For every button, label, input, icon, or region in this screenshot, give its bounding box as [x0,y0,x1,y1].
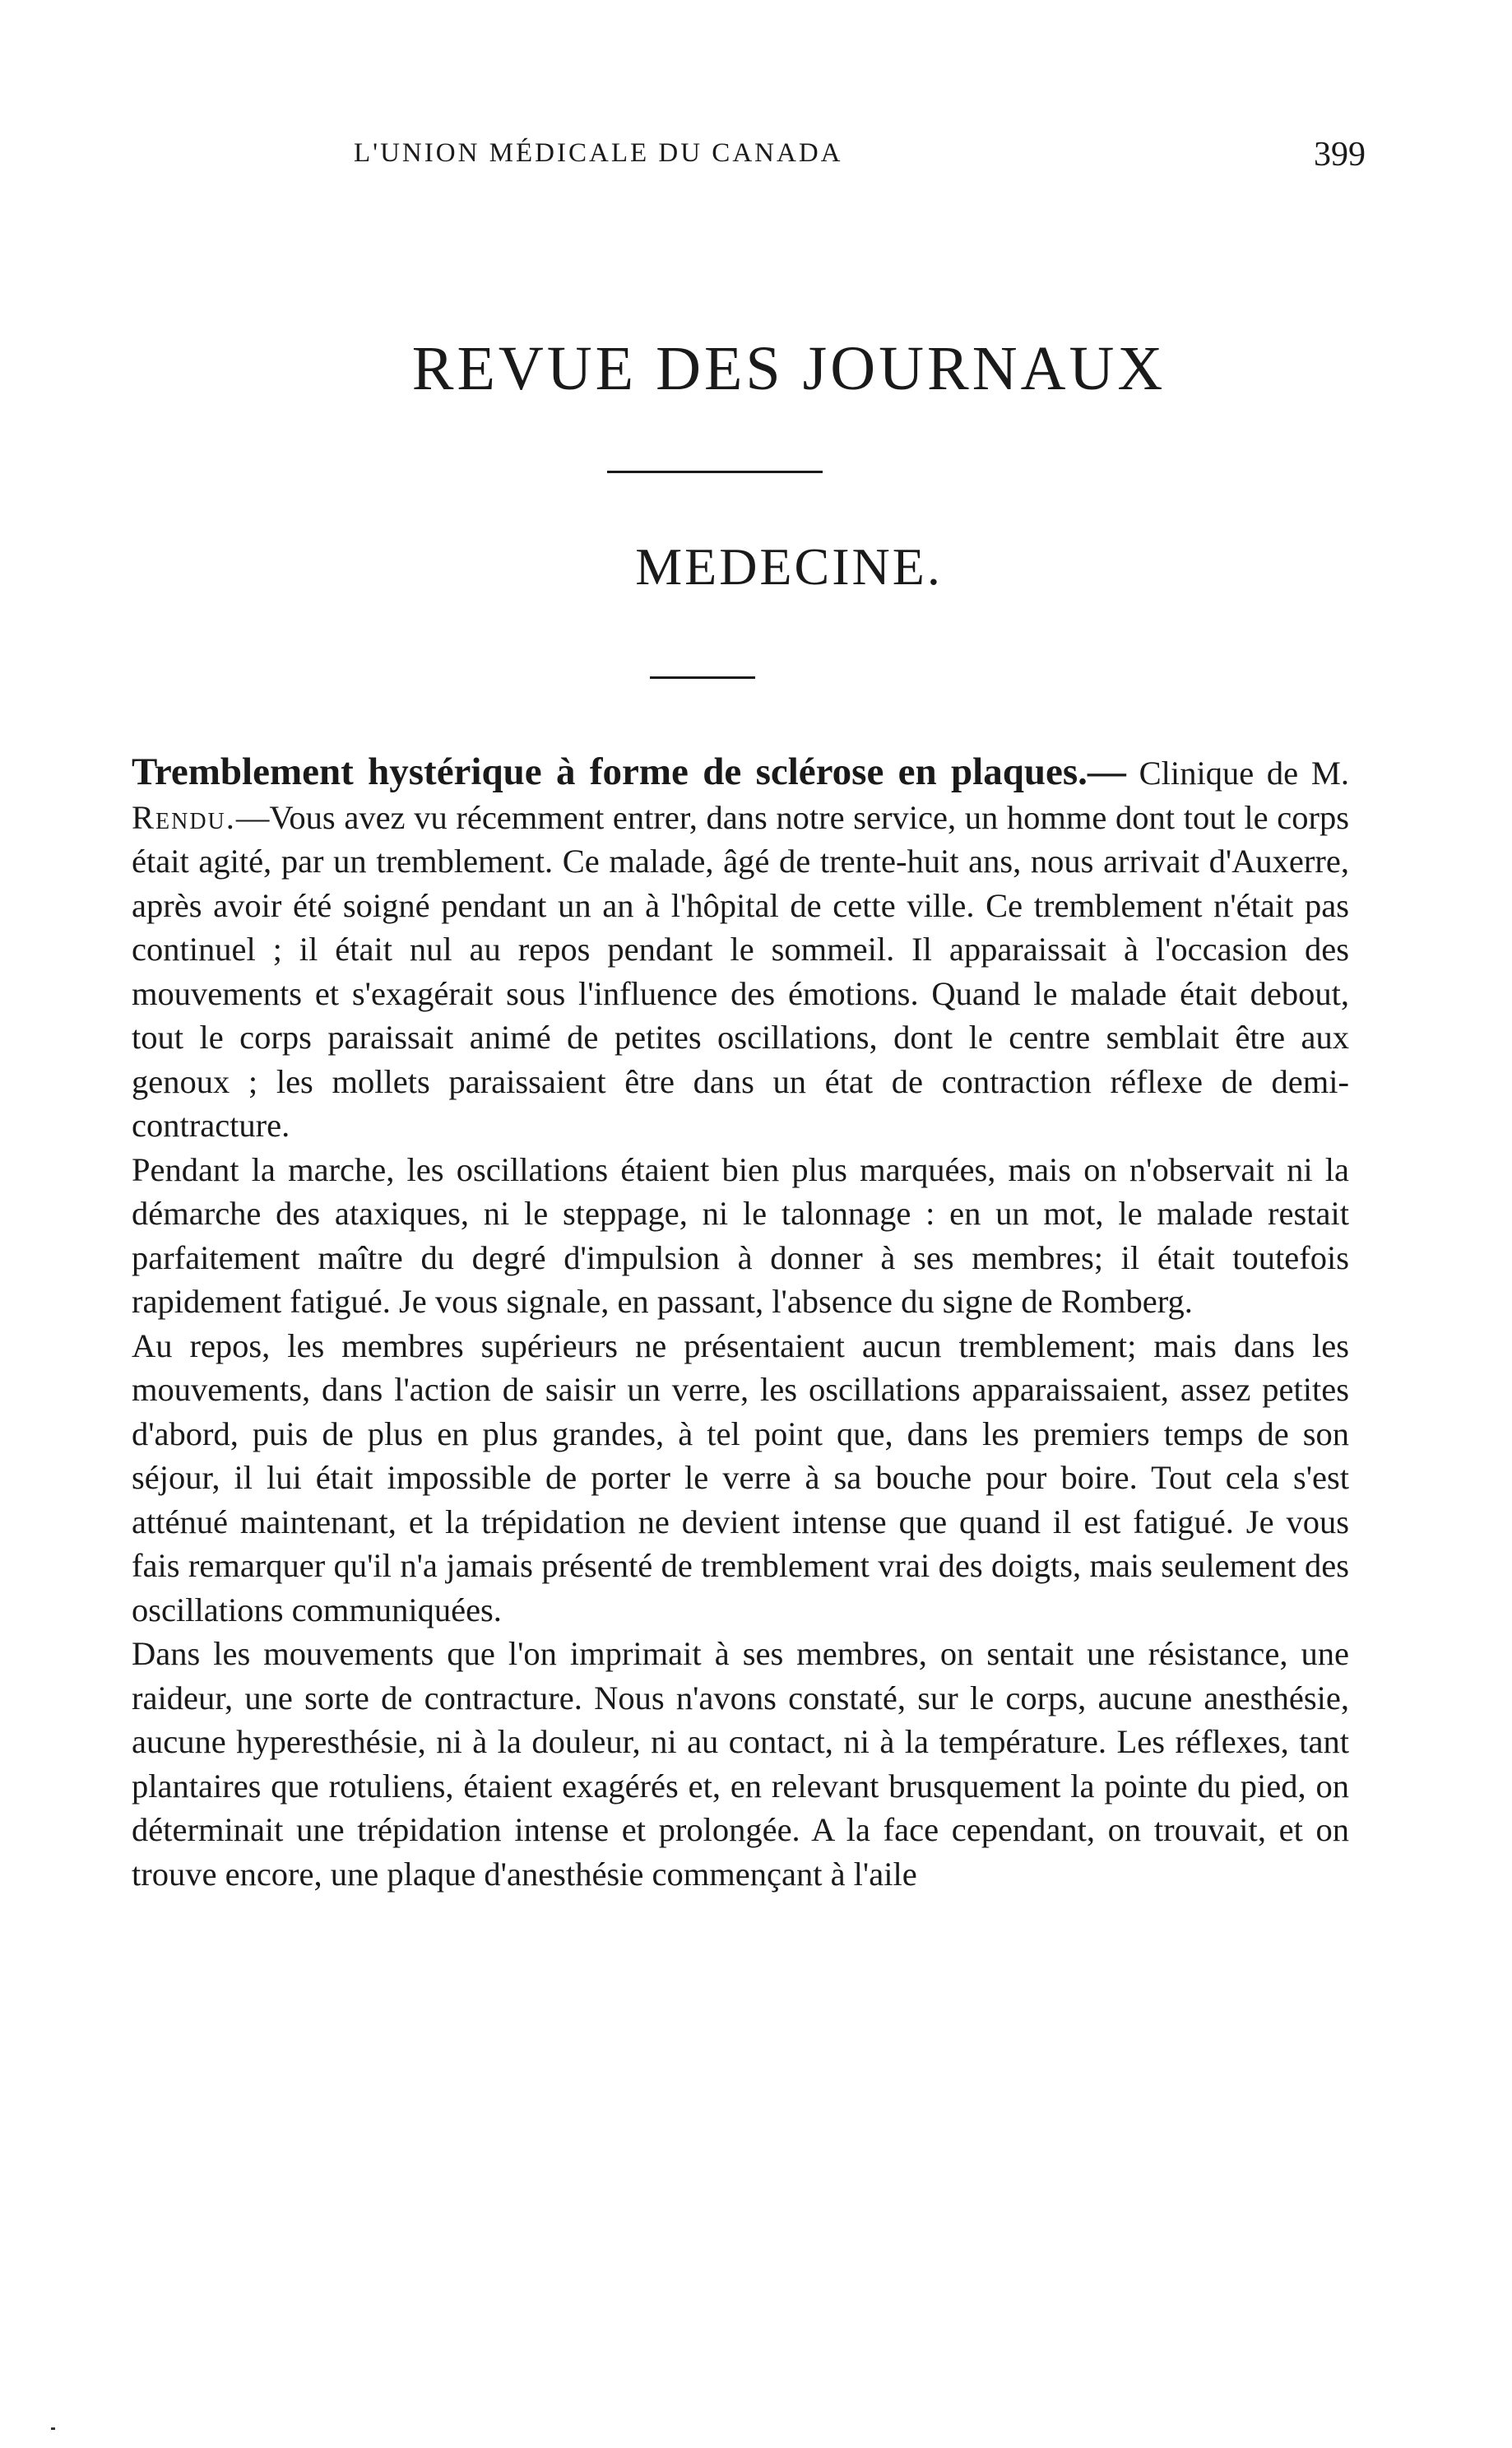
article-intro-prefix: Clinique de M. [1139,755,1350,792]
article-paragraph: Au repos, les membres supérieurs ne présentaient aucun tremblement; mais dans les mouvements, dans l'action de saisir un verre, les oscillations apparaissaient, assez petites d'abord, puis de plus en plus grandes, à tel point que, dans les premiers temps de son séjour, il lui était impossible de porter le verre à sa bouche pour boire. Tout cela s'est atténué maintenant, et la trépidation ne devient intense que quand il est fatigué. Je vous fais remarquer qu'il n'a jamais présenté de tremblement vrai des doigts, mais seulement des oscillations communiquées. [132,1326,1349,1628]
running-head [354,138,1366,179]
divider-rule [607,471,823,473]
article-paragraph: Pendant la marche, les oscillations étaient bien plus marquées, mais on n'observait ni la démarche des ataxiques, ni le steppage, ni le talonnage : en un mot, le malade restait parfaitement maître du degré d'impulsion à donner à ses membres; il était toutefois rapidement fatigué. Je vous signale, en passant, l'absence du signe de Romberg. [132,1150,1349,1320]
page-number: 399 [1314,136,1366,174]
section-title: REVUE DES JOURNAUX [411,334,1166,403]
subsection-title: MEDECINE. [635,537,943,596]
article-author: Rendu. [132,798,236,836]
article-paragraph [132,750,1349,1148]
article-body [132,750,1349,1896]
journal-title: L'UNION MÉDICALE DU CANADA [354,138,843,168]
article-paragraph: Dans les mouvements que l'on imprimait à ses membres, on sentait une résistance, une raideur, une sorte de contracture. Nous n'avons constaté, sur le corps, aucune anesthésie, aucune hyperesthésie, ni à la douleur, ni au contact, ni à la température. Les réflexes, tant plantaires que rotuliens, étaient exagérés et, en relevant brusquement la pointe du pied, on déterminait une trépidation intense et prolongée. A la face cependant, on trouvait, et on trouve encore, une plaque d'anesthésie commençant à l'aile [132,1635,1349,1893]
divider-rule [650,676,755,679]
article-heading: Tremblement hystérique à forme de sclérose en plaques.— [132,750,1126,793]
scan-mark [51,2427,55,2430]
article-paragraph-text: —Vous avez vu récemment entrer, dans notre service, un homme dont tout le corps était agité, par un tremblement. Ce malade, âgé de trente-huit ans, nous arrivait d'Auxerre, après avoir été soigné pendant un an à l'hôpital de cette ville. Ce tremblement n'était pas continuel ; il était nul au repos pendant le sommeil. Il apparaissait à l'occasion des mouvements et s'exagérait sous l'influence des émotions. Quand le malade était debout, tout le corps paraissait animé de petites oscillations, dont le centre semblait être aux genoux ; les mollets paraissaient être dans un état de contraction réflexe de demi-contracture. [132,798,1349,1144]
